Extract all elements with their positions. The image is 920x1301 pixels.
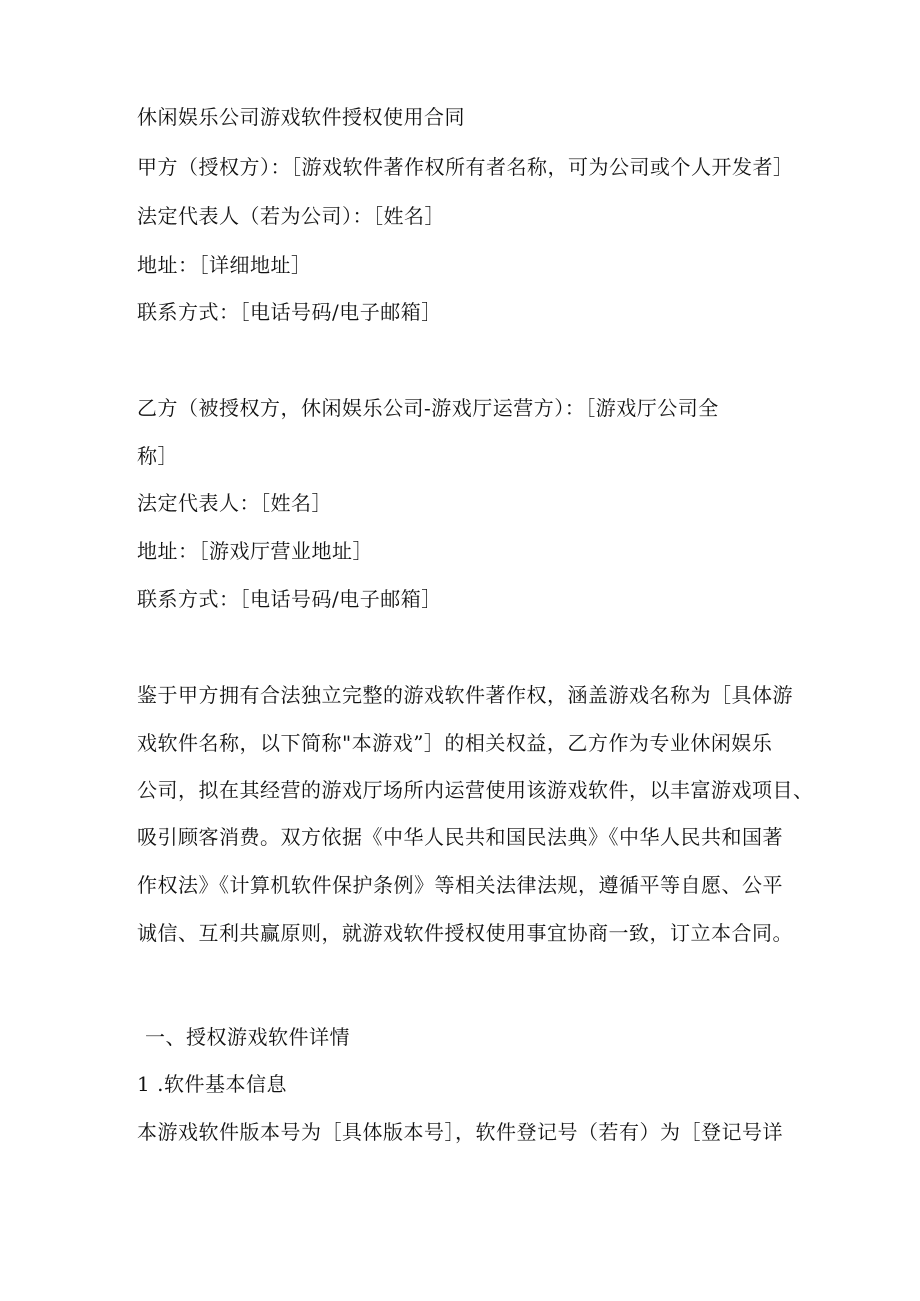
party-a-address: 地址：［详细地址］: [137, 253, 312, 277]
party-b-contact: 联系方式：［电话号码/电子邮箱］: [137, 587, 442, 611]
section-1-subheading: 1 .软件基本信息: [137, 1072, 287, 1096]
section-1-text: 本游戏软件版本号为［具体版本号］，软件登记号（若有）为［登记号详: [137, 1120, 783, 1144]
party-b-line-1: 乙方（被授权方，休闲娱乐公司-游戏厅运营方）：［游戏厅公司全: [137, 396, 719, 420]
preamble-line: 作权法》《计算机软件保护条例》等相关法律法规，遵循平等自愿、公平: [137, 873, 783, 897]
section-1-heading: 一、授权游戏软件详情: [145, 1025, 350, 1049]
party-b-address: 地址：［游戏厅营业地址］: [137, 539, 373, 563]
preamble-line: 诚信、互利共赢原则，就游戏软件授权使用事宜协商一致，订立本合同。: [137, 921, 793, 945]
preamble-line: 鉴于甲方拥有合法独立完整的游戏软件著作权，涵盖游戏名称为［具体游: [137, 683, 793, 707]
preamble-line: 公司，拟在其经营的游戏厅场所内运营使用该游戏软件，以丰富游戏项目、: [137, 778, 814, 802]
contract-title: 休闲娱乐公司游戏软件授权使用合同: [137, 105, 465, 129]
party-a-contact: 联系方式：［电话号码/电子邮箱］: [137, 300, 442, 324]
preamble-line: 吸引顾客消费。双方依据《中华人民共和国民法典》《中华人民共和国著: [137, 825, 783, 849]
party-b-line-2: 称］: [137, 444, 178, 468]
party-b-representative: 法定代表人：［姓名］: [137, 491, 332, 515]
preamble-line: 戏软件名称，以下简称"本游戏”］的相关权益，乙方作为专业休闲娱乐: [137, 731, 773, 755]
party-a-representative: 法定代表人（若为公司）：［姓名］: [137, 204, 445, 228]
party-a-line: 甲方（授权方）：［游戏软件著作权所有者名称，可为公司或个人开发者］: [137, 155, 794, 179]
